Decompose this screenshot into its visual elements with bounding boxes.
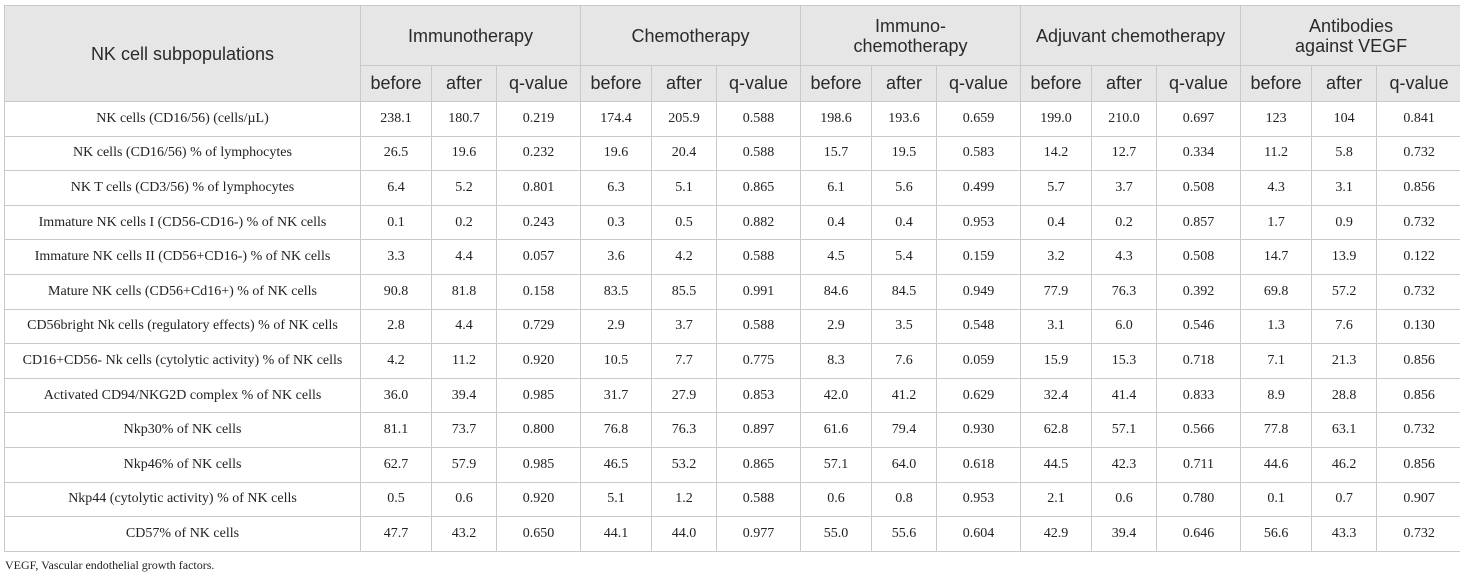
table-cell: 1.2 (652, 482, 717, 517)
table-cell: 69.8 (1241, 274, 1312, 309)
table-cell: 3.6 (581, 240, 652, 275)
table-cell: 76.8 (581, 413, 652, 448)
table-cell: 15.7 (801, 136, 872, 171)
table-cell: 77.8 (1241, 413, 1312, 448)
subheader-after: after (1092, 66, 1157, 102)
row-label: Activated CD94/NKG2D complex % of NK cells (5, 378, 361, 413)
table-row (5, 240, 1460, 275)
subheader-q-value: q-value (1377, 66, 1460, 102)
subheader-before: before (1241, 66, 1312, 102)
table-cell: 198.6 (801, 102, 872, 137)
table-cell: 12.7 (1092, 136, 1157, 171)
table-cell: 0.800 (497, 413, 581, 448)
table-row (5, 205, 1460, 240)
table-cell: 0.618 (937, 447, 1021, 482)
table-cell: 0.865 (717, 171, 801, 206)
table-cell: 0.6 (432, 482, 497, 517)
table-cell: 0.9 (1312, 205, 1377, 240)
table-cell: 44.5 (1021, 447, 1092, 482)
table-cell: 0.953 (937, 482, 1021, 517)
table-row (5, 102, 1460, 137)
table-cell: 0.057 (497, 240, 581, 275)
table-cell: 0.732 (1377, 136, 1460, 171)
table-cell: 5.2 (432, 171, 497, 206)
table-container (4, 5, 1456, 552)
table-cell: 42.3 (1092, 447, 1157, 482)
table-cell: 210.0 (1092, 102, 1157, 137)
table-cell: 0.583 (937, 136, 1021, 171)
table-cell: 46.2 (1312, 447, 1377, 482)
nk-cell-table (4, 5, 1460, 552)
table-cell: 4.3 (1241, 171, 1312, 206)
table-cell: 0.243 (497, 205, 581, 240)
table-cell: 199.0 (1021, 102, 1092, 137)
table-cell: 76.3 (652, 413, 717, 448)
table-row (5, 344, 1460, 379)
table-cell: 0.122 (1377, 240, 1460, 275)
table-cell: 41.4 (1092, 378, 1157, 413)
table-cell: 238.1 (361, 102, 432, 137)
row-label: Nkp30% of NK cells (5, 413, 361, 448)
table-cell: 19.6 (581, 136, 652, 171)
table-row (5, 413, 1460, 448)
row-label: CD57% of NK cells (5, 517, 361, 552)
table-cell: 3.3 (361, 240, 432, 275)
table-cell: 3.7 (652, 309, 717, 344)
table-cell: 31.7 (581, 378, 652, 413)
table-cell: 0.853 (717, 378, 801, 413)
table-cell: 0.158 (497, 274, 581, 309)
row-label: Nkp44 (cytolytic activity) % of NK cells (5, 482, 361, 517)
table-cell: 39.4 (1092, 517, 1157, 552)
table-cell: 44.1 (581, 517, 652, 552)
table-cell: 0.856 (1377, 447, 1460, 482)
table-cell: 4.4 (432, 309, 497, 344)
table-cell: 13.9 (1312, 240, 1377, 275)
table-cell: 123 (1241, 102, 1312, 137)
table-cell: 21.3 (1312, 344, 1377, 379)
table-cell: 0.732 (1377, 274, 1460, 309)
row-label: NK T cells (CD3/56) % of lymphocytes (5, 171, 361, 206)
table-cell: 3.7 (1092, 171, 1157, 206)
subheader-before: before (361, 66, 432, 102)
row-label: Immature NK cells I (CD56-CD16-) % of NK cells (5, 205, 361, 240)
table-cell: 4.3 (1092, 240, 1157, 275)
table-cell: 62.7 (361, 447, 432, 482)
table-cell: 53.2 (652, 447, 717, 482)
table-cell: 0.949 (937, 274, 1021, 309)
table-cell: 0.650 (497, 517, 581, 552)
table-cell: 0.977 (717, 517, 801, 552)
subheader-after: after (432, 66, 497, 102)
table-cell: 193.6 (872, 102, 937, 137)
table-cell: 55.0 (801, 517, 872, 552)
subheader-q-value: q-value (1157, 66, 1241, 102)
table-cell: 28.8 (1312, 378, 1377, 413)
table-cell: 6.3 (581, 171, 652, 206)
row-label: NK cells (CD16/56) % of lymphocytes (5, 136, 361, 171)
table-cell: 77.9 (1021, 274, 1092, 309)
table-cell: 0.5 (361, 482, 432, 517)
table-row (5, 136, 1460, 171)
table-cell: 0.508 (1157, 171, 1241, 206)
table-cell: 0.232 (497, 136, 581, 171)
table-cell: 85.5 (652, 274, 717, 309)
table-cell: 57.1 (801, 447, 872, 482)
table-cell: 79.4 (872, 413, 937, 448)
table-cell: 0.841 (1377, 102, 1460, 137)
table-cell: 3.2 (1021, 240, 1092, 275)
table-cell: 8.3 (801, 344, 872, 379)
table-cell: 1.3 (1241, 309, 1312, 344)
table-cell: 0.2 (1092, 205, 1157, 240)
table-cell: 1.7 (1241, 205, 1312, 240)
header-group: Antibodies against VEGF (1241, 6, 1460, 66)
table-cell: 0.2 (432, 205, 497, 240)
table-cell: 0.856 (1377, 344, 1460, 379)
row-label: CD56bright Nk cells (regulatory effects) % of NK cells (5, 309, 361, 344)
table-cell: 73.7 (432, 413, 497, 448)
table-cell: 0.588 (717, 102, 801, 137)
table-cell: 0.732 (1377, 205, 1460, 240)
table-cell: 36.0 (361, 378, 432, 413)
table-cell: 0.6 (1092, 482, 1157, 517)
subheader-before: before (581, 66, 652, 102)
table-row (5, 482, 1460, 517)
table-cell: 0.920 (497, 344, 581, 379)
subheader-q-value: q-value (717, 66, 801, 102)
table-cell: 2.1 (1021, 482, 1092, 517)
table-cell: 55.6 (872, 517, 937, 552)
subheader-before: before (1021, 66, 1092, 102)
table-cell: 4.2 (652, 240, 717, 275)
table-cell: 4.2 (361, 344, 432, 379)
subheader-q-value: q-value (937, 66, 1021, 102)
header-group: Chemotherapy (581, 6, 801, 66)
table-cell: 47.7 (361, 517, 432, 552)
table-cell: 0.588 (717, 482, 801, 517)
table-cell: 0.985 (497, 447, 581, 482)
table-cell: 0.907 (1377, 482, 1460, 517)
table-cell: 7.6 (1312, 309, 1377, 344)
table-cell: 8.9 (1241, 378, 1312, 413)
table-cell: 5.1 (581, 482, 652, 517)
table-cell: 205.9 (652, 102, 717, 137)
table-cell: 0.604 (937, 517, 1021, 552)
table-cell: 0.882 (717, 205, 801, 240)
table-cell: 0.130 (1377, 309, 1460, 344)
table-cell: 0.6 (801, 482, 872, 517)
table-cell: 76.3 (1092, 274, 1157, 309)
table-cell: 104 (1312, 102, 1377, 137)
table-cell: 84.5 (872, 274, 937, 309)
subheader-after: after (652, 66, 717, 102)
table-cell: 0.7 (1312, 482, 1377, 517)
table-cell: 19.5 (872, 136, 937, 171)
table-cell: 0.1 (361, 205, 432, 240)
table-cell: 14.7 (1241, 240, 1312, 275)
table-cell: 0.697 (1157, 102, 1241, 137)
table-cell: 0.856 (1377, 378, 1460, 413)
table-cell: 0.5 (652, 205, 717, 240)
table-cell: 26.5 (361, 136, 432, 171)
table-cell: 15.3 (1092, 344, 1157, 379)
table-cell: 61.6 (801, 413, 872, 448)
table-cell: 6.1 (801, 171, 872, 206)
table-cell: 0.991 (717, 274, 801, 309)
table-cell: 0.4 (801, 205, 872, 240)
table-cell: 2.8 (361, 309, 432, 344)
header-group: Immuno- chemotherapy (801, 6, 1021, 66)
table-cell: 57.2 (1312, 274, 1377, 309)
table-cell: 0.219 (497, 102, 581, 137)
table-cell: 0.1 (1241, 482, 1312, 517)
table-row (5, 309, 1460, 344)
table-cell: 0.508 (1157, 240, 1241, 275)
table-cell: 0.897 (717, 413, 801, 448)
table-cell: 14.2 (1021, 136, 1092, 171)
table-cell: 83.5 (581, 274, 652, 309)
table-row (5, 517, 1460, 552)
row-label: Nkp46% of NK cells (5, 447, 361, 482)
table-cell: 15.9 (1021, 344, 1092, 379)
table-cell: 0.857 (1157, 205, 1241, 240)
subheader-after: after (1312, 66, 1377, 102)
table-cell: 32.4 (1021, 378, 1092, 413)
row-label: CD16+CD56- Nk cells (cytolytic activity) % of NK cells (5, 344, 361, 379)
table-cell: 41.2 (872, 378, 937, 413)
table-cell: 0.985 (497, 378, 581, 413)
row-label: Immature NK cells II (CD56+CD16-) % of NK cells (5, 240, 361, 275)
table-cell: 10.5 (581, 344, 652, 379)
table-row (5, 171, 1460, 206)
table-cell: 5.4 (872, 240, 937, 275)
table-cell: 0.780 (1157, 482, 1241, 517)
table-cell: 0.953 (937, 205, 1021, 240)
table-cell: 0.732 (1377, 413, 1460, 448)
table-cell: 0.833 (1157, 378, 1241, 413)
table-cell: 6.4 (361, 171, 432, 206)
table-cell: 0.588 (717, 136, 801, 171)
table-cell: 0.566 (1157, 413, 1241, 448)
table-header (5, 6, 1460, 102)
table-cell: 0.646 (1157, 517, 1241, 552)
table-cell: 0.856 (1377, 171, 1460, 206)
table-cell: 0.775 (717, 344, 801, 379)
table-cell: 90.8 (361, 274, 432, 309)
table-cell: 44.0 (652, 517, 717, 552)
table-cell: 7.7 (652, 344, 717, 379)
table-cell: 62.8 (1021, 413, 1092, 448)
table-row (5, 378, 1460, 413)
table-cell: 0.711 (1157, 447, 1241, 482)
table-cell: 0.3 (581, 205, 652, 240)
table-cell: 3.1 (1021, 309, 1092, 344)
table-cell: 63.1 (1312, 413, 1377, 448)
table-cell: 57.1 (1092, 413, 1157, 448)
subheader-q-value: q-value (497, 66, 581, 102)
table-cell: 2.9 (801, 309, 872, 344)
table-cell: 4.4 (432, 240, 497, 275)
row-label: Mature NK cells (CD56+Cd16+) % of NK cells (5, 274, 361, 309)
subheader-before: before (801, 66, 872, 102)
table-cell: 0.059 (937, 344, 1021, 379)
table-cell: 3.1 (1312, 171, 1377, 206)
table-cell: 0.718 (1157, 344, 1241, 379)
table-cell: 0.546 (1157, 309, 1241, 344)
table-cell: 0.865 (717, 447, 801, 482)
footnote: VEGF, Vascular endothelial growth factors. (5, 558, 215, 572)
table-cell: 5.7 (1021, 171, 1092, 206)
table-row (5, 274, 1460, 309)
table-cell: 5.8 (1312, 136, 1377, 171)
table-cell: 19.6 (432, 136, 497, 171)
table-cell: 5.1 (652, 171, 717, 206)
table-cell: 0.629 (937, 378, 1021, 413)
table-cell: 44.6 (1241, 447, 1312, 482)
table-cell: 0.4 (1021, 205, 1092, 240)
header-group: Adjuvant chemotherapy (1021, 6, 1241, 66)
table-cell: 0.8 (872, 482, 937, 517)
table-cell: 20.4 (652, 136, 717, 171)
table-cell: 84.6 (801, 274, 872, 309)
table-cell: 46.5 (581, 447, 652, 482)
table-cell: 0.588 (717, 240, 801, 275)
table-cell: 180.7 (432, 102, 497, 137)
table-cell: 0.659 (937, 102, 1021, 137)
table-body (5, 102, 1460, 552)
table-cell: 0.729 (497, 309, 581, 344)
row-label: NK cells (CD16/56) (cells/µL) (5, 102, 361, 137)
table-cell: 0.159 (937, 240, 1021, 275)
table-cell: 81.1 (361, 413, 432, 448)
table-cell: 3.5 (872, 309, 937, 344)
table-cell: 43.3 (1312, 517, 1377, 552)
table-cell: 81.8 (432, 274, 497, 309)
table-cell: 174.4 (581, 102, 652, 137)
table-cell: 11.2 (1241, 136, 1312, 171)
table-cell: 27.9 (652, 378, 717, 413)
table-cell: 7.6 (872, 344, 937, 379)
table-cell: 42.9 (1021, 517, 1092, 552)
header-group: Immunotherapy (361, 6, 581, 66)
table-cell: 56.6 (1241, 517, 1312, 552)
table-cell: 0.499 (937, 171, 1021, 206)
table-cell: 6.0 (1092, 309, 1157, 344)
table-cell: 0.4 (872, 205, 937, 240)
table-cell: 42.0 (801, 378, 872, 413)
table-row (5, 447, 1460, 482)
table-cell: 0.588 (717, 309, 801, 344)
table-cell: 39.4 (432, 378, 497, 413)
table-cell: 5.6 (872, 171, 937, 206)
table-cell: 0.548 (937, 309, 1021, 344)
table-cell: 4.5 (801, 240, 872, 275)
table-cell: 0.334 (1157, 136, 1241, 171)
table-cell: 0.732 (1377, 517, 1460, 552)
table-cell: 57.9 (432, 447, 497, 482)
table-cell: 11.2 (432, 344, 497, 379)
subheader-after: after (872, 66, 937, 102)
table-cell: 0.801 (497, 171, 581, 206)
header-first-col: NK cell subpopulations (5, 6, 361, 102)
table-cell: 2.9 (581, 309, 652, 344)
table-cell: 0.920 (497, 482, 581, 517)
table-cell: 7.1 (1241, 344, 1312, 379)
table-cell: 43.2 (432, 517, 497, 552)
table-cell: 64.0 (872, 447, 937, 482)
table-cell: 0.930 (937, 413, 1021, 448)
table-cell: 0.392 (1157, 274, 1241, 309)
